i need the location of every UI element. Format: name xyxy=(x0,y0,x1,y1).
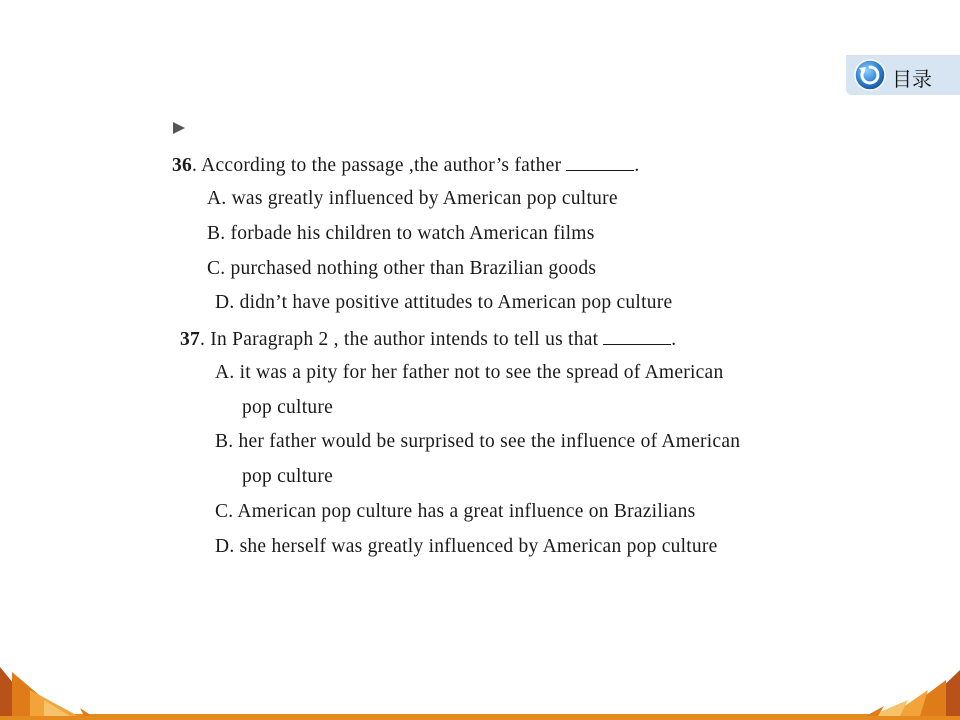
option-36-b: B. forbade his children to watch American films xyxy=(207,223,595,244)
option-37-c: C. American pop culture has a great influence on Brazilians xyxy=(215,501,696,522)
option-36-a: A. was greatly influenced by American pop culture xyxy=(207,188,618,209)
question-37-stem xyxy=(180,326,676,352)
toc-label: 目录 xyxy=(892,67,932,91)
option-36-d: D. didn’t have positive attitudes to American pop culture xyxy=(215,292,673,313)
question-number: 36 xyxy=(172,155,192,176)
answer-blank xyxy=(566,152,634,171)
question-end: . xyxy=(634,155,640,176)
option-37-a-cont: pop culture xyxy=(242,397,334,418)
answer-blank xyxy=(603,326,671,345)
option-37-b-cont: pop culture xyxy=(242,466,334,487)
play-triangle-icon xyxy=(172,121,186,135)
refresh-arrow-icon xyxy=(854,59,886,91)
option-37-d: D. she herself was greatly influenced by American pop culture xyxy=(215,536,718,557)
question-36-stem xyxy=(172,152,639,178)
question-end: . xyxy=(671,329,677,350)
option-37-b: B. her father would be surprised to see the influence of American xyxy=(215,431,741,452)
toc-button[interactable] xyxy=(846,55,960,95)
option-37-a: A. it was a pity for her father not to see the spread of American xyxy=(215,362,724,383)
question-number: 37 xyxy=(180,329,200,350)
question-text: . In Paragraph 2 , the author intends to tell us that xyxy=(200,329,599,350)
question-text: . According to the passage ,the author’s father xyxy=(192,155,562,176)
option-36-c: C. purchased nothing other than Brazilian goods xyxy=(207,258,597,279)
